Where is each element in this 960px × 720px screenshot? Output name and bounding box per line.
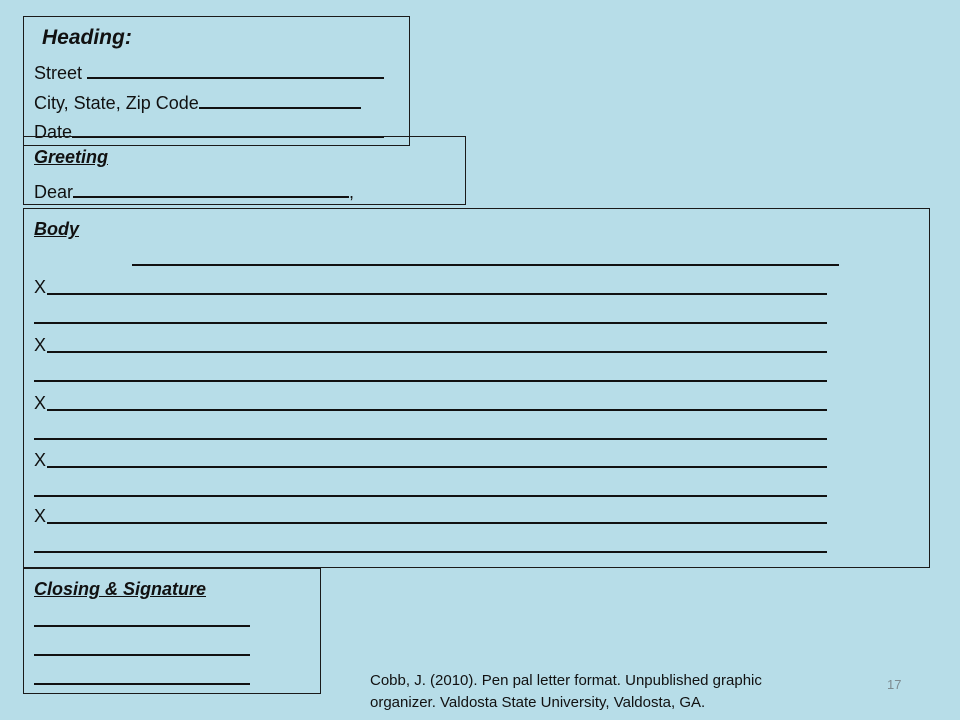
body-line[interactable] [47,409,827,411]
date-label: Date [34,122,73,142]
heading-title: Heading: [42,26,132,49]
city-blank[interactable] [199,89,361,109]
body-line[interactable] [47,522,827,524]
citation [370,670,840,714]
date-blank[interactable] [72,118,384,138]
body-x-marker: X [34,335,47,355]
dear-row [34,178,354,203]
body-line[interactable] [34,495,827,497]
body-line[interactable] [34,438,827,440]
body-line[interactable] [34,551,827,553]
body-line[interactable] [34,322,827,324]
dear-label: Dear [34,182,74,202]
body-x-marker: X [34,506,47,526]
body-line-indent[interactable] [132,264,839,266]
body-line[interactable] [47,466,827,468]
street-label: Street [34,63,88,83]
body-x-marker: X [34,450,47,470]
greeting-section [23,136,466,205]
signature-line[interactable] [34,683,250,685]
citation-line-2: organizer. Valdosta State University, Valdosta, GA. [370,694,706,711]
street-blank[interactable] [87,59,384,79]
street-row [34,59,384,84]
body-x-marker: X [34,393,47,413]
body-section [23,208,930,568]
greeting-title: Greeting [34,147,109,167]
dear-comma: , [349,182,355,202]
signature-line[interactable] [34,625,250,627]
citation-line-1: Cobb, J. (2010). Pen pal letter format. Unpublished graphic [370,672,762,689]
closing-title: Closing & Signature [34,579,207,599]
body-line[interactable] [47,293,827,295]
dear-blank[interactable] [73,178,349,198]
signature-line[interactable] [34,654,250,656]
body-x-marker: X [34,277,47,297]
closing-section [23,568,321,694]
page-number: 17 [887,677,902,692]
heading-section [23,16,410,146]
city-label: City, State, Zip Code [34,93,199,113]
city-row [34,89,361,114]
body-line[interactable] [47,351,827,353]
body-line[interactable] [34,380,827,382]
body-title: Body [34,219,79,239]
